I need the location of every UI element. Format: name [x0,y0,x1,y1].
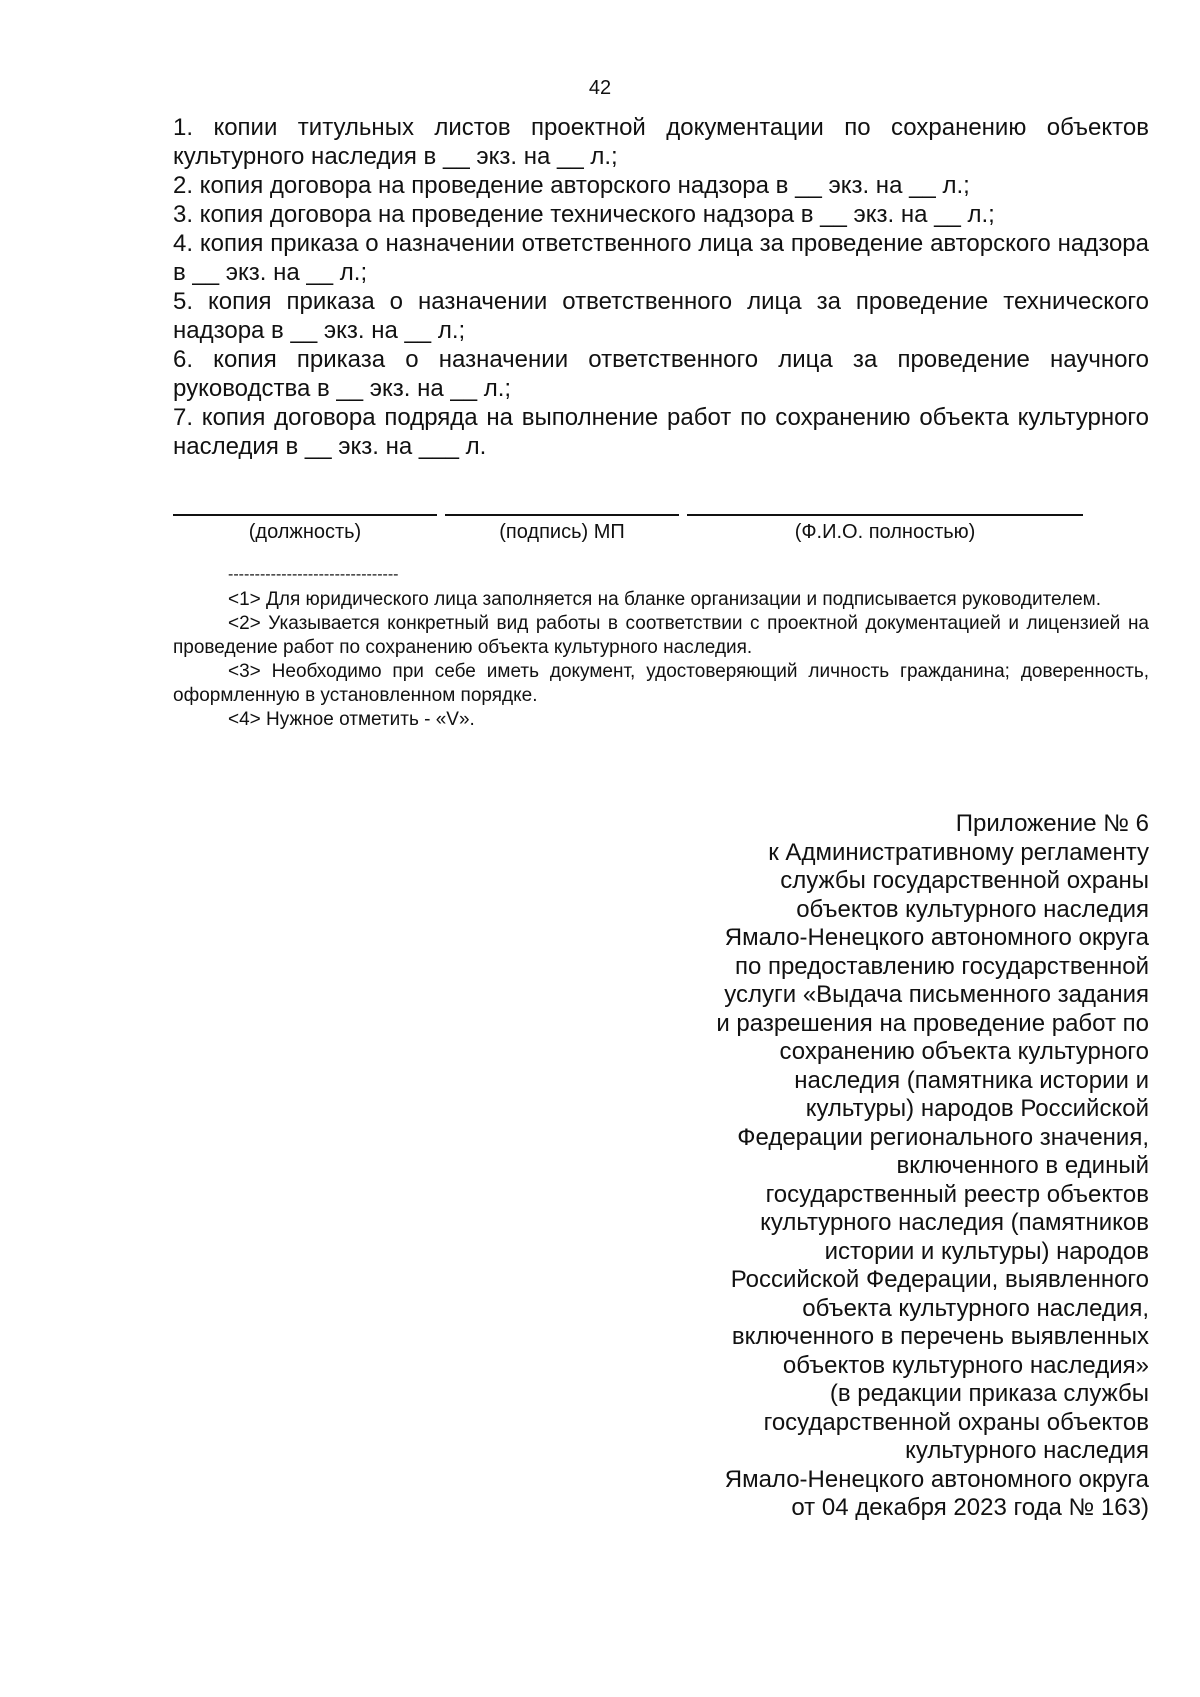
signature-line [445,514,679,516]
appendix-line: наследия (памятника истории и [794,1066,1149,1094]
appendix-line: Федерации регионального значения, [737,1123,1149,1151]
list-item: 4. копия приказа о назначении ответственного лица за проведение авторского надзора в __ экз. на __ л.; [173,230,1149,286]
appendix-line: (в редакции приказа службы [829,1380,1149,1407]
position-line [173,514,437,516]
appendix-line: и разрешения на проведение работ по [716,1009,1149,1037]
footnote: <3> Необходимо при себе иметь документ, удостоверяющий личность гражданина; доверенность, оформленную в установленном порядке. [173,661,1149,706]
list-item: 7. копия договора подряда на выполнение работ по сохранению объекта культурного наследия в __ экз. на ___ л. [173,404,1149,460]
appendix-line: услуги «Выдача письменного задания [724,981,1149,1008]
list-item: 1. копии титульных листов проектной документации по сохранению объектов культурного наследия в __ экз. на __ л.; [173,114,1149,170]
documents-list [173,113,1149,461]
position-label: (должность) [248,521,362,543]
appendix-line: объекта культурного наследия, [802,1294,1149,1322]
footnote: <4> Нужное отметить - «V». [228,709,475,730]
appendix-line: к Административному регламенту [768,838,1149,866]
footnotes [173,588,1149,732]
appendix-line: Ямало-Ненецкого автономного округа [724,924,1149,951]
footnote: <2> Указывается конкретный вид работы в соответствии с проектной документацией и лицензией на проведение работ по сохранению объекта культурного наследия. [173,613,1149,658]
signature-label: (подпись) МП [499,521,625,543]
appendix-line: объектов культурного наследия [796,895,1149,923]
appendix-line: включенного в перечень выявленных [731,1323,1149,1350]
appendix-line: Ямало-Ненецкого автономного округа [724,1465,1149,1493]
appendix-line: включенного в единый [896,1152,1149,1179]
appendix-line: сохранению объекта культурного [779,1038,1149,1065]
page-number: 42 [588,77,612,99]
appendix-line: культурного наследия [905,1437,1149,1464]
appendix-line: культуры) народов Российской [805,1095,1149,1122]
footnote-separator: -------------------------------- [228,566,399,583]
appendix-line: истории и культуры) народов [824,1237,1149,1265]
appendix-line: Российской Федерации, выявленного [730,1266,1149,1293]
appendix-header [600,810,1149,1523]
appendix-line: службы государственной охраны [780,867,1149,894]
signature-block [173,490,1093,550]
list-item: 3. копия договора на проведение технического надзора в __ экз. на __ л.; [173,201,995,228]
appendix-line: от 04 декабря 2023 года № 163) [791,1494,1149,1521]
appendix-line: объектов культурного наследия» [782,1351,1149,1379]
appendix-line: по предоставлению государственной [734,952,1149,980]
appendix-line: культурного наследия (памятников [760,1209,1149,1236]
appendix-line: государственной охраны объектов [763,1408,1149,1436]
appendix-line: Приложение № 6 [955,810,1149,837]
list-item: 2. копия договора на проведение авторского надзора в __ экз. на __ л.; [173,172,970,199]
appendix-line: государственный реестр объектов [765,1180,1149,1208]
list-item: 5. копия приказа о назначении ответственного лица за проведение технического надзора в __ экз. на __ л.; [173,288,1149,344]
name-line [687,514,1083,516]
list-item: 6. копия приказа о назначении ответственного лица за проведение научного руководства в __ экз. на __ л.; [173,346,1149,402]
footnote: <1> Для юридического лица заполняется на бланке организации и подписывается руководителем. [228,589,1101,610]
name-label: (Ф.И.О. полностью) [794,521,976,543]
